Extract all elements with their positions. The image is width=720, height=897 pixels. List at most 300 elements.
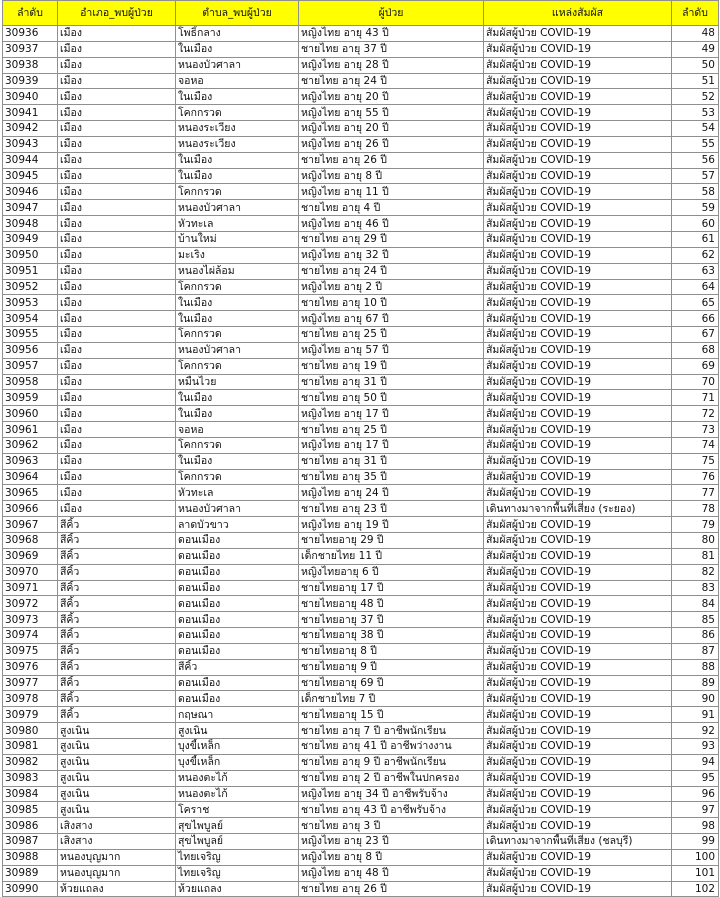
patient-cell: ชายไทย อายุ 2 ปี อาชีพในปกครอง (299, 770, 484, 786)
table-row (3, 295, 719, 311)
order-cell: 77 (672, 485, 719, 501)
order-cell: 87 (672, 643, 719, 659)
table-row (3, 754, 719, 770)
table-row (3, 437, 719, 453)
order-cell: 65 (672, 295, 719, 311)
district-cell: สีคิ้ว (58, 707, 176, 723)
patient-cell: ชายไทย อายุ 41 ปี อาชีพว่างงาน (299, 738, 484, 754)
contact-source-cell: สัมผัสผู้ป่วย COVID-19 (484, 437, 672, 453)
contact-source-cell: สัมผัสผู้ป่วย COVID-19 (484, 754, 672, 770)
case-id-cell: 30976 (3, 659, 58, 675)
case-id-cell: 30974 (3, 628, 58, 644)
patient-cell: หญิงไทย อายุ 8 ปี (299, 168, 484, 184)
subdistrict-cell: โคกกรวด (176, 105, 299, 121)
district-cell: เมือง (58, 485, 176, 501)
table-row (3, 738, 719, 754)
patient-cell: หญิงไทย อายุ 20 ปี (299, 121, 484, 137)
subdistrict-cell: หมื่นไวย (176, 374, 299, 390)
order-cell: 57 (672, 168, 719, 184)
contact-source-cell: สัมผัสผู้ป่วย COVID-19 (484, 770, 672, 786)
patient-cell: หญิงไทย อายุ 24 ปี (299, 485, 484, 501)
patient-cell: ชายไทยอายุ 15 ปี (299, 707, 484, 723)
table-row (3, 881, 719, 897)
district-cell: เมือง (58, 469, 176, 485)
patient-cell: ชายไทย อายุ 35 ปี (299, 469, 484, 485)
district-cell: สีคิ้ว (58, 659, 176, 675)
table-row (3, 57, 719, 73)
contact-source-cell: สัมผัสผู้ป่วย COVID-19 (484, 152, 672, 168)
table-row (3, 517, 719, 533)
case-id-cell: 30945 (3, 168, 58, 184)
case-id-cell: 30954 (3, 311, 58, 327)
subdistrict-cell: โคกกรวด (176, 469, 299, 485)
district-cell: เมือง (58, 374, 176, 390)
district-cell: สีคิ้ว (58, 548, 176, 564)
case-id-cell: 30944 (3, 152, 58, 168)
subdistrict-cell: หนองระเวียง (176, 136, 299, 152)
district-cell: สีคิ้ว (58, 596, 176, 612)
patient-cell: หญิงไทย อายุ 32 ปี (299, 247, 484, 263)
order-cell: 55 (672, 136, 719, 152)
order-cell: 80 (672, 533, 719, 549)
case-id-cell: 30958 (3, 374, 58, 390)
case-id-cell: 30988 (3, 849, 58, 865)
patient-cell: หญิงไทย อายุ 17 ปี (299, 406, 484, 422)
contact-source-cell: สัมผัสผู้ป่วย COVID-19 (484, 865, 672, 881)
subdistrict-cell: ไทยเจริญ (176, 865, 299, 881)
case-id-cell: 30950 (3, 247, 58, 263)
contact-source-cell: สัมผัสผู้ป่วย COVID-19 (484, 57, 672, 73)
subdistrict-cell: ในเมือง (176, 311, 299, 327)
subdistrict-cell: ในเมือง (176, 406, 299, 422)
patient-cell: หญิงไทย อายุ 19 ปี (299, 517, 484, 533)
patient-cell: หญิงไทย อายุ 34 ปี อาชีพรับจ้าง (299, 786, 484, 802)
table-row (3, 168, 719, 184)
header-patient: ผู้ป่วย (299, 1, 484, 26)
table-row (3, 834, 719, 850)
patient-cell: หญิงไทย อายุ 23 ปี (299, 834, 484, 850)
case-report-sheet (2, 0, 718, 897)
district-cell: เสิงสาง (58, 834, 176, 850)
subdistrict-cell: ดอนเมือง (176, 612, 299, 628)
table-row (3, 533, 719, 549)
order-cell: 84 (672, 596, 719, 612)
case-id-cell: 30940 (3, 89, 58, 105)
patient-cell: ชายไทย อายุ 4 ปี (299, 200, 484, 216)
case-id-cell: 30983 (3, 770, 58, 786)
order-cell: 61 (672, 231, 719, 247)
case-id-cell: 30964 (3, 469, 58, 485)
order-cell: 74 (672, 437, 719, 453)
contact-source-cell: สัมผัสผู้ป่วย COVID-19 (484, 41, 672, 57)
case-id-cell: 30977 (3, 675, 58, 691)
subdistrict-cell: ในเมือง (176, 295, 299, 311)
order-cell: 62 (672, 247, 719, 263)
patient-cell: ชายไทยอายุ 69 ปี (299, 675, 484, 691)
district-cell: เมือง (58, 327, 176, 343)
patient-cell: ชายไทย อายุ 9 ปี อาชีพนักเรียน (299, 754, 484, 770)
subdistrict-cell: จอหอ (176, 422, 299, 438)
table-row (3, 41, 719, 57)
contact-source-cell: สัมผัสผู้ป่วย COVID-19 (484, 802, 672, 818)
case-id-cell: 30973 (3, 612, 58, 628)
case-id-cell: 30947 (3, 200, 58, 216)
district-cell: เมือง (58, 200, 176, 216)
table-body (3, 26, 719, 897)
contact-source-cell: สัมผัสผู้ป่วย COVID-19 (484, 643, 672, 659)
table-row (3, 691, 719, 707)
table-row (3, 26, 719, 42)
table-row (3, 73, 719, 89)
patient-cell: ชายไทย อายุ 25 ปี (299, 422, 484, 438)
contact-source-cell: สัมผัสผู้ป่วย COVID-19 (484, 136, 672, 152)
table-row (3, 311, 719, 327)
contact-source-cell: สัมผัสผู้ป่วย COVID-19 (484, 216, 672, 232)
subdistrict-cell: โคกกรวด (176, 279, 299, 295)
contact-source-cell: สัมผัสผู้ป่วย COVID-19 (484, 279, 672, 295)
patient-cell: ชายไทยอายุ 29 ปี (299, 533, 484, 549)
case-table (2, 0, 719, 897)
patient-cell: ชายไทย อายุ 50 ปี (299, 390, 484, 406)
contact-source-cell: เดินทางมาจากพื้นที่เสี่ยง (ชลบุรี) (484, 834, 672, 850)
order-cell: 81 (672, 548, 719, 564)
subdistrict-cell: ในเมือง (176, 453, 299, 469)
patient-cell: ชายไทย อายุ 43 ปี อาชีพรับจ้าง (299, 802, 484, 818)
contact-source-cell: สัมผัสผู้ป่วย COVID-19 (484, 596, 672, 612)
order-cell: 92 (672, 723, 719, 739)
table-row (3, 548, 719, 564)
contact-source-cell: สัมผัสผู้ป่วย COVID-19 (484, 707, 672, 723)
district-cell: เมือง (58, 152, 176, 168)
subdistrict-cell: ในเมือง (176, 41, 299, 57)
subdistrict-cell: ในเมือง (176, 168, 299, 184)
order-cell: 72 (672, 406, 719, 422)
table-row (3, 865, 719, 881)
case-id-cell: 30948 (3, 216, 58, 232)
contact-source-cell: สัมผัสผู้ป่วย COVID-19 (484, 295, 672, 311)
case-id-cell: 30952 (3, 279, 58, 295)
table-row (3, 723, 719, 739)
case-id-cell: 30962 (3, 437, 58, 453)
header-subdistrict: ตำบล_พบผู้ป่วย (176, 1, 299, 26)
case-id-cell: 30979 (3, 707, 58, 723)
district-cell: สูงเนิน (58, 786, 176, 802)
case-id-cell: 30980 (3, 723, 58, 739)
case-id-cell: 30990 (3, 881, 58, 897)
table-row (3, 453, 719, 469)
contact-source-cell: สัมผัสผู้ป่วย COVID-19 (484, 659, 672, 675)
table-row (3, 596, 719, 612)
district-cell: หนองบุญมาก (58, 865, 176, 881)
contact-source-cell: สัมผัสผู้ป่วย COVID-19 (484, 358, 672, 374)
district-cell: สูงเนิน (58, 723, 176, 739)
case-id-cell: 30961 (3, 422, 58, 438)
district-cell: สีคิ้ว (58, 643, 176, 659)
case-id-cell: 30941 (3, 105, 58, 121)
subdistrict-cell: โคกกรวด (176, 437, 299, 453)
table-row (3, 200, 719, 216)
case-id-cell: 30960 (3, 406, 58, 422)
district-cell: สีคิ้ว (58, 691, 176, 707)
order-cell: 100 (672, 849, 719, 865)
district-cell: เมือง (58, 57, 176, 73)
subdistrict-cell: สีคิ้ว (176, 659, 299, 675)
district-cell: เมือง (58, 263, 176, 279)
contact-source-cell: สัมผัสผู้ป่วย COVID-19 (484, 406, 672, 422)
order-cell: 70 (672, 374, 719, 390)
contact-source-cell: สัมผัสผู้ป่วย COVID-19 (484, 548, 672, 564)
district-cell: เมือง (58, 231, 176, 247)
table-row (3, 469, 719, 485)
contact-source-cell: สัมผัสผู้ป่วย COVID-19 (484, 390, 672, 406)
case-id-cell: 30986 (3, 818, 58, 834)
district-cell: เมือง (58, 358, 176, 374)
case-id-cell: 30963 (3, 453, 58, 469)
table-row (3, 675, 719, 691)
case-id-cell: 30972 (3, 596, 58, 612)
subdistrict-cell: จอหอ (176, 73, 299, 89)
contact-source-cell: สัมผัสผู้ป่วย COVID-19 (484, 849, 672, 865)
order-cell: 68 (672, 342, 719, 358)
order-cell: 50 (672, 57, 719, 73)
table-row (3, 152, 719, 168)
patient-cell: หญิงไทย อายุ 57 ปี (299, 342, 484, 358)
contact-source-cell: สัมผัสผู้ป่วย COVID-19 (484, 533, 672, 549)
patient-cell: ชายไทย อายุ 37 ปี (299, 41, 484, 57)
contact-source-cell: สัมผัสผู้ป่วย COVID-19 (484, 453, 672, 469)
case-id-cell: 30967 (3, 517, 58, 533)
case-id-cell: 30936 (3, 26, 58, 42)
contact-source-cell: สัมผัสผู้ป่วย COVID-19 (484, 580, 672, 596)
table-row (3, 105, 719, 121)
patient-cell: ชายไทยอายุ 37 ปี (299, 612, 484, 628)
subdistrict-cell: หนองบัวศาลา (176, 57, 299, 73)
subdistrict-cell: ไทยเจริญ (176, 849, 299, 865)
district-cell: สีคิ้ว (58, 628, 176, 644)
subdistrict-cell: หนองบัวศาลา (176, 342, 299, 358)
table-row (3, 121, 719, 137)
order-cell: 99 (672, 834, 719, 850)
header-contact-source: แหล่งสัมผัส (484, 1, 672, 26)
patient-cell: ชายไทยอายุ 38 ปี (299, 628, 484, 644)
order-cell: 66 (672, 311, 719, 327)
subdistrict-cell: โคกกรวด (176, 358, 299, 374)
district-cell: เมือง (58, 136, 176, 152)
order-cell: 78 (672, 501, 719, 517)
district-cell: สีคิ้ว (58, 675, 176, 691)
district-cell: เมือง (58, 406, 176, 422)
order-cell: 95 (672, 770, 719, 786)
case-id-cell: 30943 (3, 136, 58, 152)
district-cell: สูงเนิน (58, 770, 176, 786)
district-cell: เมือง (58, 247, 176, 263)
subdistrict-cell: ดอนเมือง (176, 675, 299, 691)
table-row (3, 247, 719, 263)
table-row (3, 501, 719, 517)
case-id-cell: 30966 (3, 501, 58, 517)
table-row (3, 786, 719, 802)
order-cell: 76 (672, 469, 719, 485)
contact-source-cell: สัมผัสผู้ป่วย COVID-19 (484, 517, 672, 533)
contact-source-cell: เดินทางมาจากพื้นที่เสี่ยง (ระยอง) (484, 501, 672, 517)
table-row (3, 89, 719, 105)
patient-cell: ชายไทยอายุ 48 ปี (299, 596, 484, 612)
case-id-cell: 30953 (3, 295, 58, 311)
patient-cell: ชายไทยอายุ 9 ปี (299, 659, 484, 675)
order-cell: 53 (672, 105, 719, 121)
patient-cell: หญิงไทย อายุ 8 ปี (299, 849, 484, 865)
subdistrict-cell: กฤษณา (176, 707, 299, 723)
district-cell: เมือง (58, 184, 176, 200)
patient-cell: ชายไทย อายุ 3 ปี (299, 818, 484, 834)
order-cell: 58 (672, 184, 719, 200)
subdistrict-cell: หนองบัวศาลา (176, 200, 299, 216)
order-cell: 97 (672, 802, 719, 818)
patient-cell: ชายไทย อายุ 26 ปี (299, 881, 484, 897)
district-cell: เมือง (58, 168, 176, 184)
case-id-cell: 30982 (3, 754, 58, 770)
table-row (3, 485, 719, 501)
order-cell: 63 (672, 263, 719, 279)
patient-cell: ชายไทยอายุ 17 ปี (299, 580, 484, 596)
district-cell: ห้วยแถลง (58, 881, 176, 897)
contact-source-cell: สัมผัสผู้ป่วย COVID-19 (484, 121, 672, 137)
patient-cell: ชายไทย อายุ 25 ปี (299, 327, 484, 343)
table-row (3, 358, 719, 374)
case-id-cell: 30985 (3, 802, 58, 818)
order-cell: 85 (672, 612, 719, 628)
subdistrict-cell: ในเมือง (176, 89, 299, 105)
case-id-cell: 30939 (3, 73, 58, 89)
patient-cell: หญิงไทย อายุ 55 ปี (299, 105, 484, 121)
table-row (3, 422, 719, 438)
district-cell: เมือง (58, 342, 176, 358)
contact-source-cell: สัมผัสผู้ป่วย COVID-19 (484, 26, 672, 42)
subdistrict-cell: ดอนเมือง (176, 643, 299, 659)
contact-source-cell: สัมผัสผู้ป่วย COVID-19 (484, 200, 672, 216)
order-cell: 64 (672, 279, 719, 295)
contact-source-cell: สัมผัสผู้ป่วย COVID-19 (484, 485, 672, 501)
contact-source-cell: สัมผัสผู้ป่วย COVID-19 (484, 374, 672, 390)
contact-source-cell: สัมผัสผู้ป่วย COVID-19 (484, 628, 672, 644)
order-cell: 86 (672, 628, 719, 644)
contact-source-cell: สัมผัสผู้ป่วย COVID-19 (484, 691, 672, 707)
subdistrict-cell: หนองระเวียง (176, 121, 299, 137)
district-cell: สีคิ้ว (58, 612, 176, 628)
patient-cell: หญิงไทย อายุ 26 ปี (299, 136, 484, 152)
subdistrict-cell: ดอนเมือง (176, 691, 299, 707)
case-id-cell: 30959 (3, 390, 58, 406)
case-id-cell: 30937 (3, 41, 58, 57)
contact-source-cell: สัมผัสผู้ป่วย COVID-19 (484, 612, 672, 628)
order-cell: 98 (672, 818, 719, 834)
subdistrict-cell: หนองตะไก้ (176, 786, 299, 802)
contact-source-cell: สัมผัสผู้ป่วย COVID-19 (484, 818, 672, 834)
order-cell: 96 (672, 786, 719, 802)
case-id-cell: 30956 (3, 342, 58, 358)
subdistrict-cell: สุขไพบูลย์ (176, 818, 299, 834)
order-cell: 91 (672, 707, 719, 723)
contact-source-cell: สัมผัสผู้ป่วย COVID-19 (484, 247, 672, 263)
district-cell: สีคิ้ว (58, 533, 176, 549)
order-cell: 82 (672, 564, 719, 580)
case-id-cell: 30946 (3, 184, 58, 200)
case-id-cell: 30978 (3, 691, 58, 707)
subdistrict-cell: โคกกรวด (176, 327, 299, 343)
table-row (3, 770, 719, 786)
patient-cell: ชายไทย อายุ 7 ปี อาชีพนักเรียน (299, 723, 484, 739)
district-cell: เมือง (58, 121, 176, 137)
order-cell: 102 (672, 881, 719, 897)
patient-cell: หญิงไทย อายุ 48 ปี (299, 865, 484, 881)
table-row (3, 231, 719, 247)
order-cell: 67 (672, 327, 719, 343)
subdistrict-cell: บ้านใหม่ (176, 231, 299, 247)
case-id-cell: 30989 (3, 865, 58, 881)
order-cell: 79 (672, 517, 719, 533)
case-id-cell: 30970 (3, 564, 58, 580)
district-cell: สีคิ้ว (58, 517, 176, 533)
table-row (3, 818, 719, 834)
district-cell: เมือง (58, 279, 176, 295)
subdistrict-cell: ดอนเมือง (176, 580, 299, 596)
contact-source-cell: สัมผัสผู้ป่วย COVID-19 (484, 327, 672, 343)
order-cell: 93 (672, 738, 719, 754)
table-row (3, 263, 719, 279)
contact-source-cell: สัมผัสผู้ป่วย COVID-19 (484, 231, 672, 247)
order-cell: 56 (672, 152, 719, 168)
order-cell: 73 (672, 422, 719, 438)
order-cell: 59 (672, 200, 719, 216)
header-district: อำเภอ_พบผู้ป่วย (58, 1, 176, 26)
table-row (3, 643, 719, 659)
district-cell: สูงเนิน (58, 738, 176, 754)
case-id-cell: 30942 (3, 121, 58, 137)
contact-source-cell: สัมผัสผู้ป่วย COVID-19 (484, 184, 672, 200)
case-id-cell: 30949 (3, 231, 58, 247)
patient-cell: หญิงไทย อายุ 11 ปี (299, 184, 484, 200)
subdistrict-cell: ลาดบัวขาว (176, 517, 299, 533)
case-id-cell: 30969 (3, 548, 58, 564)
subdistrict-cell: หัวทะเล (176, 485, 299, 501)
district-cell: เมือง (58, 73, 176, 89)
district-cell: สีคิ้ว (58, 564, 176, 580)
patient-cell: หญิงไทย อายุ 43 ปี (299, 26, 484, 42)
district-cell: เสิงสาง (58, 818, 176, 834)
order-cell: 52 (672, 89, 719, 105)
order-cell: 101 (672, 865, 719, 881)
district-cell: เมือง (58, 453, 176, 469)
table-row (3, 580, 719, 596)
case-id-cell: 30987 (3, 834, 58, 850)
patient-cell: ชายไทย อายุ 31 ปี (299, 453, 484, 469)
table-row (3, 802, 719, 818)
patient-cell: หญิงไทย อายุ 2 ปี (299, 279, 484, 295)
table-row (3, 612, 719, 628)
table-row (3, 327, 719, 343)
patient-cell: เด็กชายไทย 11 ปี (299, 548, 484, 564)
order-cell: 49 (672, 41, 719, 57)
district-cell: เมือง (58, 216, 176, 232)
subdistrict-cell: ในเมือง (176, 390, 299, 406)
district-cell: สีคิ้ว (58, 580, 176, 596)
patient-cell: หญิงไทย อายุ 20 ปี (299, 89, 484, 105)
table-row (3, 390, 719, 406)
patient-cell: หญิงไทย อายุ 28 ปี (299, 57, 484, 73)
contact-source-cell: สัมผัสผู้ป่วย COVID-19 (484, 738, 672, 754)
subdistrict-cell: ในเมือง (176, 152, 299, 168)
patient-cell: ชายไทย อายุ 26 ปี (299, 152, 484, 168)
